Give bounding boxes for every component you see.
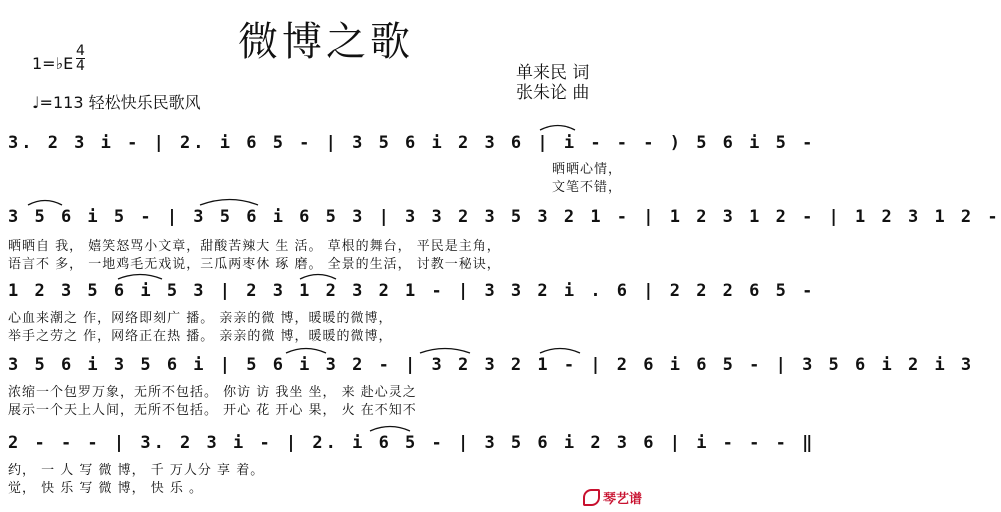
key-signature: 1=♭E	[32, 54, 74, 73]
slur	[28, 201, 62, 206]
staff-row-4: 3 5 6 i 3 5 6 i | 5 6 i 3 2 - | 3 2 3 2 1 - | 2 6 i 6 5 - | 3 5 6 i 2 i 3	[8, 355, 975, 375]
lyric-line-3a: 心血来潮之 作，网络即刻广 播。 亲亲的微 博，暖暖的微博，	[8, 311, 393, 326]
slur	[200, 200, 258, 206]
watermark-text: 琴艺谱	[602, 492, 642, 507]
lyricist-credit: 单来民 词	[516, 63, 590, 83]
slur	[540, 349, 580, 354]
slur	[540, 126, 575, 131]
lyric-line-5a: 约， 一 人 写 微 博， 千 万人分 享 着。	[8, 463, 265, 478]
lyric-line-4b: 展示一个天上人间，无所不包括。 开心 花 开心 果， 火 在不知不	[8, 403, 417, 418]
lyric-line-5b: 觉， 快 乐 写 微 博， 快 乐 。	[8, 481, 204, 496]
slur	[300, 275, 336, 280]
staff-row-3: 1 2 3 5 6 i 5 3 | 2 3 1 2 3 2 1 - | 3 3 2 i . 6 | 2 2 2 6 5 -	[8, 281, 816, 301]
staff-row-1: 3. 2 3 i - | 2. i 6 5 - | 3 5 6 i 2 3 6 | i - - - ) 5 6 i 5 -	[8, 133, 816, 153]
lyric-line-1b: 文笔不错，	[551, 180, 622, 195]
slur	[118, 275, 162, 280]
lyric-line-1a: 晒晒心情，	[551, 162, 622, 177]
lyric-line-2a: 晒晒自 我， 嬉笑怒骂小文章，甜酸苦辣大 生 活。 草根的舞台， 平民是主角，	[8, 239, 501, 254]
song-title: 微博之歌	[238, 19, 414, 65]
meter-top: 4	[76, 43, 85, 59]
meter-bottom: 4	[76, 58, 85, 74]
tempo-marking: ♩=113 轻松快乐民歌风	[32, 93, 201, 112]
staff-row-5: 2 - - - | 3. 2 3 i - | 2. i 6 5 - | 3 5 6 i 2 3 6 | i - - - ‖	[8, 433, 816, 453]
lyric-line-2b: 语言不 多， 一地鸡毛无戏说，三瓜两枣休 琢 磨。 全景的生活， 讨教一秘诀，	[8, 257, 501, 272]
slur	[370, 427, 410, 432]
staff-row-2: 3 5 6 i 5 - | 3 5 6 i 6 5 3 | 3 3 2 3 5 3 2 1 - | 1 2 3 1 2 - | 1 2 3 1 2 -	[8, 207, 1001, 227]
composer-credit: 张朱论 曲	[516, 83, 590, 103]
lyric-line-4a: 浓缩一个包罗万象，无所不包括。 你访 访 我坐 坐， 来 赴心灵之	[8, 385, 417, 400]
logo-icon	[583, 489, 600, 506]
slur	[420, 349, 470, 354]
slur	[286, 349, 326, 354]
watermark	[583, 488, 642, 507]
lyric-line-3b: 举手之劳之 作，网络正在热 播。 亲亲的微 博，暖暖的微博，	[8, 329, 393, 344]
